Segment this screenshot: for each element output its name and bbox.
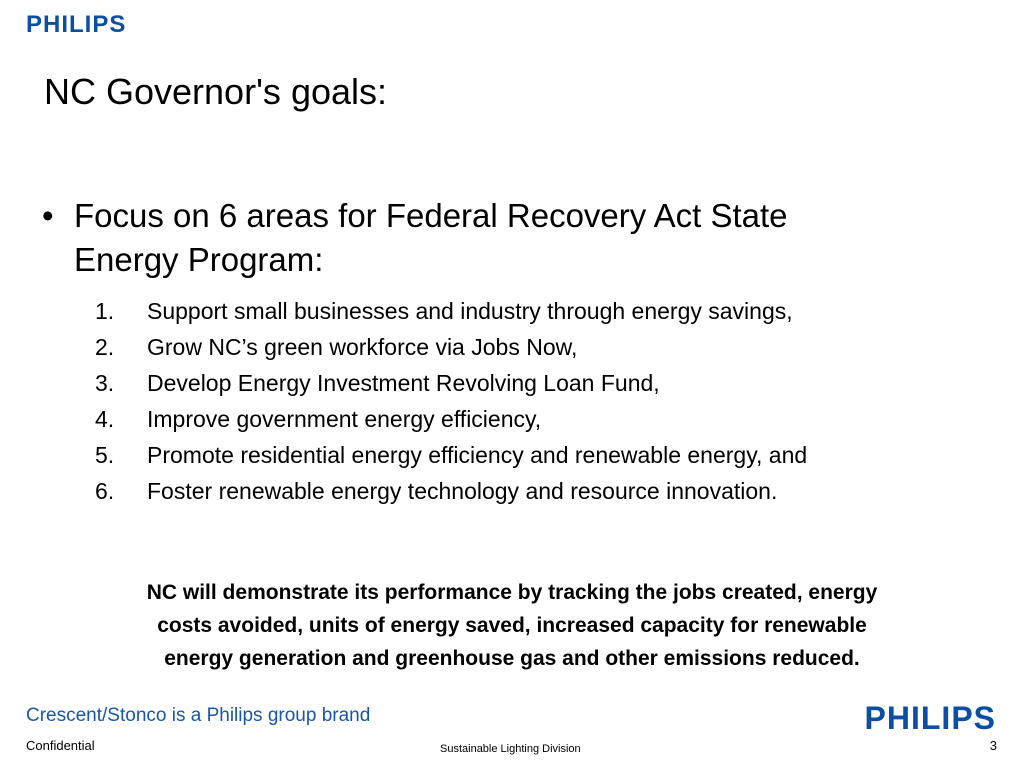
conclusion-line-2: costs avoided, units of energy saved, increased capacity for renewable [157, 614, 867, 637]
list-item [95, 329, 1005, 365]
list-item-text: Support small businesses and industry through energy savings, [147, 298, 793, 324]
philips-logo-top: PHILIPS [26, 11, 127, 38]
list-item [95, 437, 1005, 473]
list-item-number: 3. [95, 370, 115, 396]
list-item [95, 293, 1005, 329]
slide-title: NC Governor's goals: [44, 71, 388, 112]
list-item-number: 1. [95, 298, 115, 324]
list-item-text: Foster renewable energy technology and resource innovation. [147, 478, 778, 504]
conclusion-line-1: NC will demonstrate its performance by tracking the jobs created, energy [146, 581, 878, 604]
list-item-text: Grow NC’s green workforce via Jobs Now, [147, 334, 578, 360]
page-number: 3 [989, 738, 997, 753]
bullet-text [74, 194, 1002, 282]
list-item-number: 2. [95, 334, 115, 360]
brand-statement: Crescent/Stonco is a Philips group brand [26, 705, 371, 726]
list-item-number: 5. [95, 442, 115, 468]
philips-logo-bottom: PHILIPS [864, 700, 996, 736]
division-label: Sustainable Lighting Division [440, 743, 581, 755]
main-bullet [42, 194, 1002, 282]
conclusion-line-3: energy generation and greenhouse gas and other emissions reduced. [164, 647, 860, 670]
list-item [95, 473, 1005, 509]
list-item [95, 401, 1005, 437]
list-item-number: 6. [95, 478, 115, 504]
bullet-text-line-2: Energy Program: [74, 241, 324, 278]
confidential-label: Confidential [26, 738, 95, 753]
list-item [95, 365, 1005, 401]
bullet-icon: • [42, 197, 54, 234]
conclusion-statement [40, 576, 984, 675]
list-item-text: Develop Energy Investment Revolving Loan Fund, [147, 370, 660, 396]
focus-areas-list [95, 293, 1005, 509]
list-item-number: 4. [95, 406, 115, 432]
list-item-text: Improve government energy efficiency, [147, 406, 542, 432]
bullet-text-line-1: Focus on 6 areas for Federal Recovery Act State [74, 197, 788, 234]
list-item-text: Promote residential energy efficiency and renewable energy, and [147, 442, 808, 468]
